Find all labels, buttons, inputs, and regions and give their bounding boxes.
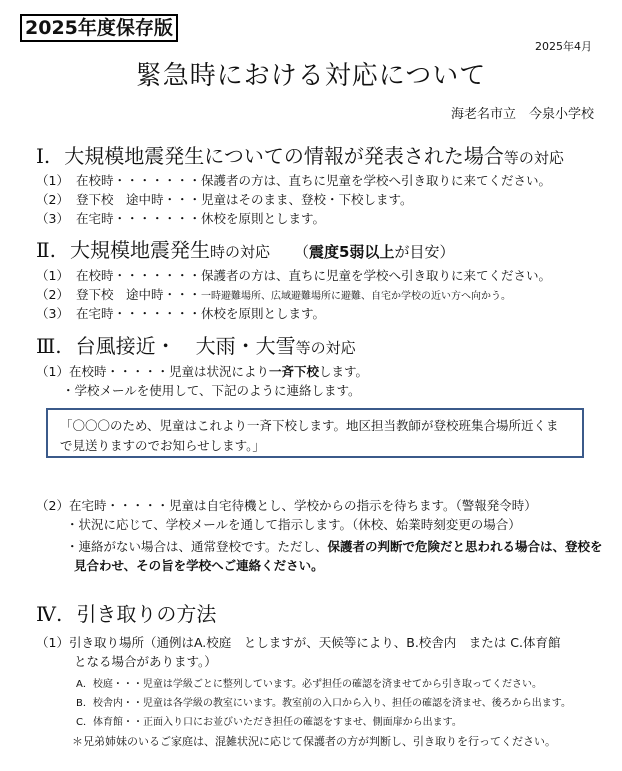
issue-date: 2025年4月 xyxy=(535,40,592,53)
item-text: 登下校 途中時・・・ xyxy=(76,287,202,302)
page-title: 緊急時における対応について xyxy=(135,61,487,91)
section-2-item-3 xyxy=(36,304,325,322)
item-text: 登下校 途中時・・・児童はそのまま、登校・下校します。 xyxy=(76,192,413,207)
item-text: 在校時・・・・・・・保護者の方は、直ちに児童を学校へ引き取りに来てください。 xyxy=(76,173,552,188)
pickup-detail-a: A．校庭・・・児童は学級ごとに整列しています。必ず担任の確認を済ませてから引き取ってください。 xyxy=(76,679,543,690)
section-3-item-2-sub-2: ・連絡がない場合は、通常登校です。ただし、保護者の判断で危険だと思われる場合は、登校を xyxy=(66,539,603,554)
pickup-detail-c: C．体育館・・正面入り口にお並びいただき担任の確認をすませ、側面扉から出ます。 xyxy=(76,717,462,728)
message-box: 「〇〇〇のため、児童はこれより一斉下校します。地区担当教師が登校班集合場所近くまで見送りますのでお知らせします。」 xyxy=(46,408,584,458)
sibling-footnote: ＊兄弟姉妹のいるご家庭は、混雑状況に応じて保護者の方が判断し、引き取りを行ってください。 xyxy=(72,735,556,748)
item-text: 在宅時・・・・・・・休校を原則とします。 xyxy=(76,306,326,321)
item-number: （1） xyxy=(36,173,69,188)
section-2-title-suffix: 時の対応 xyxy=(209,243,270,261)
item-number: （3） xyxy=(36,306,69,321)
item-text: 引き取り場所（通例はA.校庭 としますが、天候等により、B.校舎内 または C.体育館 xyxy=(68,635,561,650)
section-1-number: Ⅰ. xyxy=(36,144,51,168)
section-2-number: Ⅱ. xyxy=(36,238,56,262)
section-3-item-2-sub-3: 見合わせ、その旨を学校へご連絡ください。 xyxy=(74,558,324,573)
section-4-heading xyxy=(36,598,216,627)
item-text: 在宅時・・・・・・・休校を原則とします。 xyxy=(76,211,326,226)
item-number: （2） xyxy=(36,192,69,207)
item-text-end: します。 xyxy=(318,364,368,379)
section-2-item-1 xyxy=(36,266,551,284)
item-number: （1） xyxy=(36,635,69,650)
section-1-item-3 xyxy=(36,209,325,227)
section-1-title: 大規模地震発生についての情報が発表された場合 xyxy=(64,144,504,168)
section-4-item-1-cont: となる場合があります。） xyxy=(74,654,217,669)
section-2-note: （震度5弱以上が目安） xyxy=(293,243,455,261)
section-4-number: Ⅳ. xyxy=(36,602,63,626)
item-text: 在校時・・・・・・・保護者の方は、直ちに児童を学校へ引き取りに来てください。 xyxy=(76,268,552,283)
section-1-item-1 xyxy=(36,171,551,189)
section-1-heading xyxy=(36,140,564,169)
school-name: 海老名市立 今泉小学校 xyxy=(450,107,594,122)
item-number: （3） xyxy=(36,211,69,226)
section-3-heading xyxy=(36,330,356,359)
pickup-detail-b: B．校舎内・・児童は各学級の教室にいます。教室前の入口から入り、担任の確認を済ませ、後ろから出ます。 xyxy=(76,698,571,709)
item-text-bold: 一斉下校 xyxy=(268,364,319,379)
section-3-title-suffix: 等の対応 xyxy=(295,339,356,357)
section-1-item-2 xyxy=(36,190,413,208)
section-3-number: Ⅲ. xyxy=(36,334,62,358)
warning-text: 保護者の判断で危険だと思われる場合は、登校を xyxy=(327,539,603,554)
section-2-title: 大規模地震発生 xyxy=(69,238,210,262)
section-4-title: 引き取りの方法 xyxy=(76,602,217,626)
item-number: （1） xyxy=(36,268,69,283)
section-3-item-2-sub-1: ・状況に応じて、学校メールを通して指示します。（休校、始業時刻変更の場合） xyxy=(66,517,521,532)
item-number: （2） xyxy=(36,287,69,302)
edition-label: 2025年度保存版 xyxy=(20,14,178,42)
intensity-threshold: 震度5弱以上 xyxy=(308,243,395,261)
section-2-heading xyxy=(36,234,454,263)
item-number: （1） xyxy=(36,364,69,379)
section-4-item-1 xyxy=(36,633,560,651)
section-2-item-2 xyxy=(36,285,511,303)
item-number: （2） xyxy=(36,498,69,513)
section-3-title: 台風接近・ 大雨・大雪 xyxy=(75,334,296,358)
section-3-item-1 xyxy=(36,362,368,380)
item-text: 在宅時・・・・・児童は自宅待機とし、学校からの指示を待ちます。（警報発令時） xyxy=(68,498,537,513)
item-text: 在校時・・・・・児童は状況により xyxy=(68,364,269,379)
section-1-title-suffix: 等の対応 xyxy=(503,149,564,167)
section-3-item-2 xyxy=(36,496,537,514)
section-3-item-1-sub: ・学校メールを使用して、下記のように連絡します。 xyxy=(62,383,361,398)
item-text-small: 一時避難場所、広域避難場所に避難、自宅か学校の近い方へ向かう。 xyxy=(201,291,512,302)
